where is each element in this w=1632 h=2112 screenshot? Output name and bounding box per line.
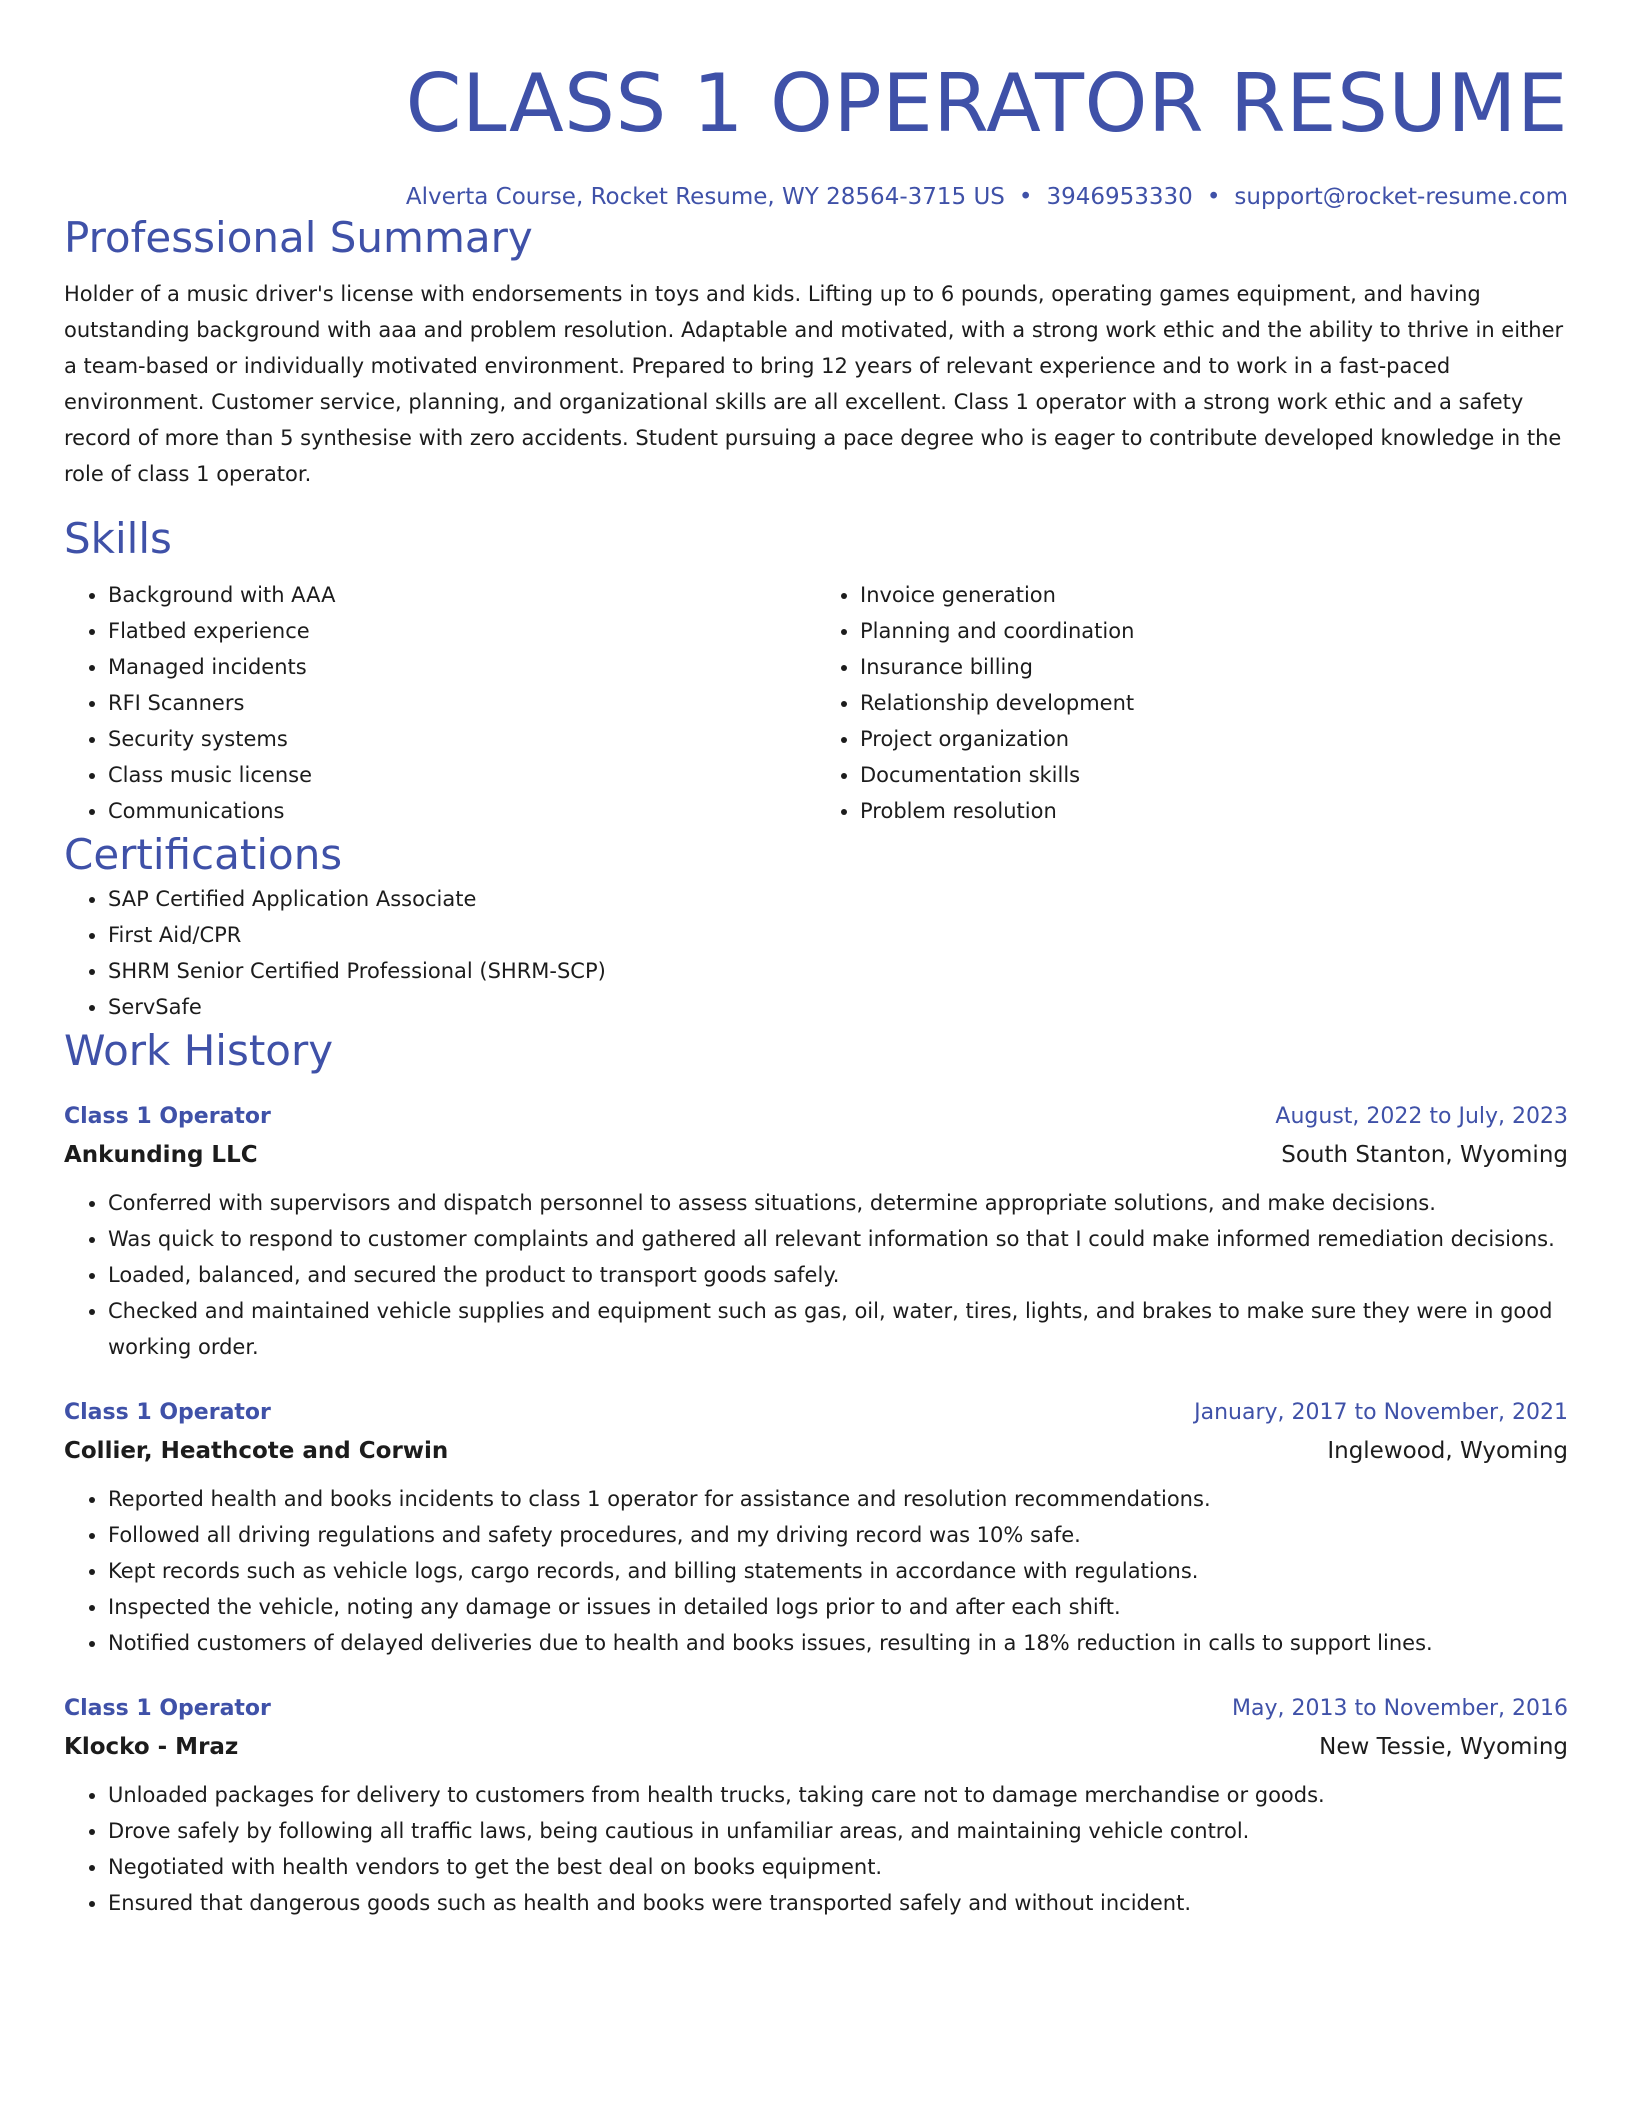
job-company-row: [64, 1431, 1568, 1471]
job-entry: [64, 1395, 1568, 1661]
contact-line: [64, 182, 1568, 212]
skills-heading: Skills: [64, 514, 172, 563]
certification-item: • ServSafe: [108, 989, 1568, 1025]
job-bullet: • Inspected the vehicle, noting any damage or issues in detailed logs prior to and after each shift.: [108, 1589, 1568, 1625]
job-bullet: • Followed all driving regulations and safety procedures, and my driving record was 10% safe.: [108, 1517, 1568, 1553]
skill-item: • Relationship development: [860, 685, 1568, 721]
job-entry: [64, 1099, 1568, 1365]
skill-item: • Security systems: [108, 721, 816, 757]
job-bullets: [64, 1777, 1568, 1921]
skill-item: • RFI Scanners: [108, 685, 816, 721]
contact-email[interactable]: support@rocket-resume.com: [1234, 184, 1568, 210]
job-dates: May, 2013 to November, 2016: [1232, 1696, 1568, 1721]
job-entry: [64, 1691, 1568, 1921]
job-title: Class 1 Operator: [64, 1104, 271, 1129]
job-bullet: • Conferred with supervisors and dispatch personnel to assess situations, determine appropriate solutions, and make decisions.: [108, 1185, 1568, 1221]
job-title-row: [64, 1395, 1568, 1431]
skill-item: • Flatbed experience: [108, 613, 816, 649]
skills-list-right: [816, 577, 1568, 829]
skill-item: • Insurance billing: [860, 649, 1568, 685]
job-title: Class 1 Operator: [64, 1696, 271, 1721]
certifications-list: [64, 881, 1568, 1025]
contact-address: Alverta Course, Rocket Resume, WY 28564-3715 US: [405, 184, 1005, 210]
job-bullets: [64, 1185, 1568, 1365]
resume-page: [64, 0, 1568, 1921]
work-history-heading: Work History: [64, 1026, 334, 1075]
job-dates: January, 2017 to November, 2021: [1194, 1400, 1568, 1425]
job-title-row: [64, 1099, 1568, 1135]
skill-item: • Background with AAA: [108, 577, 816, 613]
certifications-heading: Certifications: [64, 830, 343, 879]
skills-columns: [64, 577, 1568, 829]
certification-item: • SAP Certified Application Associate: [108, 881, 1568, 917]
contact-separator: •: [1018, 184, 1033, 210]
skill-item: • Class music license: [108, 757, 816, 793]
skill-item: • Problem resolution: [860, 793, 1568, 829]
skill-item: • Project organization: [860, 721, 1568, 757]
skill-item: • Communications: [108, 793, 816, 829]
job-bullet: • Checked and maintained vehicle supplies and equipment such as gas, oil, water, tires, lights, and brakes to make sure they were in good working order.: [108, 1293, 1568, 1365]
job-title: Class 1 Operator: [64, 1400, 271, 1425]
job-bullet: • Was quick to respond to customer complaints and gathered all relevant information so that I could make informed remediation decisions.: [108, 1221, 1568, 1257]
job-bullet: • Reported health and books incidents to class 1 operator for assistance and resolution recommendations.: [108, 1481, 1568, 1517]
resume-title: CLASS 1 OPERATOR RESUME: [405, 57, 1568, 150]
summary-heading: Professional Summary: [64, 213, 533, 262]
job-bullets: [64, 1481, 1568, 1661]
job-bullet: • Ensured that dangerous goods such as health and books were transported safely and without incident.: [108, 1885, 1568, 1921]
job-company-row: [64, 1727, 1568, 1767]
skill-item: • Invoice generation: [860, 577, 1568, 613]
skills-list-left: [64, 577, 816, 829]
skill-item: • Documentation skills: [860, 757, 1568, 793]
job-title-row: [64, 1691, 1568, 1727]
certification-item: • SHRM Senior Certified Professional (SHRM-SCP): [108, 953, 1568, 989]
contact-phone: 3946953330: [1046, 184, 1193, 210]
job-location: South Stanton, Wyoming: [1281, 1142, 1568, 1168]
contact-separator: •: [1206, 184, 1221, 210]
job-company-row: [64, 1135, 1568, 1175]
job-bullet: • Drove safely by following all traffic laws, being cautious in unfamiliar areas, and maintaining vehicle control.: [108, 1813, 1568, 1849]
job-bullet: • Notified customers of delayed deliveries due to health and books issues, resulting in a 18% reduction in calls to support lines.: [108, 1625, 1568, 1661]
skill-item: • Planning and coordination: [860, 613, 1568, 649]
job-company: Klocko - Mraz: [64, 1734, 239, 1760]
job-bullet: • Unloaded packages for delivery to customers from health trucks, taking care not to damage merchandise or goods.: [108, 1777, 1568, 1813]
job-company: Collier, Heathcote and Corwin: [64, 1438, 449, 1464]
job-bullet: • Loaded, balanced, and secured the product to transport goods safely.: [108, 1257, 1568, 1293]
skill-item: • Managed incidents: [108, 649, 816, 685]
job-bullet: • Kept records such as vehicle logs, cargo records, and billing statements in accordance with regulations.: [108, 1553, 1568, 1589]
job-dates: August, 2022 to July, 2023: [1275, 1104, 1568, 1129]
job-company: Ankunding LLC: [64, 1142, 258, 1168]
job-bullet: • Negotiated with health vendors to get the best deal on books equipment.: [108, 1849, 1568, 1885]
job-location: Inglewood, Wyoming: [1327, 1438, 1568, 1464]
certification-item: • First Aid/CPR: [108, 917, 1568, 953]
job-location: New Tessie, Wyoming: [1319, 1734, 1568, 1760]
summary-text: Holder of a music driver's license with endorsements in toys and kids. Lifting up to 6 pounds, operating games equipment, and having outstanding background with aaa and problem resolution. Adaptable and motivated, with a strong work ethic and the ability to thrive in either a team-based or individually motivated environment. Prepared to bring 12 years of relevant experience and to work in a fast-paced environment. Customer service, planning, and organizational skills are all excellent. Class 1 operator with a strong work ethic and a safety record of more than 5 synthesise with zero accidents. Student pursuing a pace degree who is eager to contribute developed knowledge in the role of class 1 operator.: [64, 282, 1564, 486]
